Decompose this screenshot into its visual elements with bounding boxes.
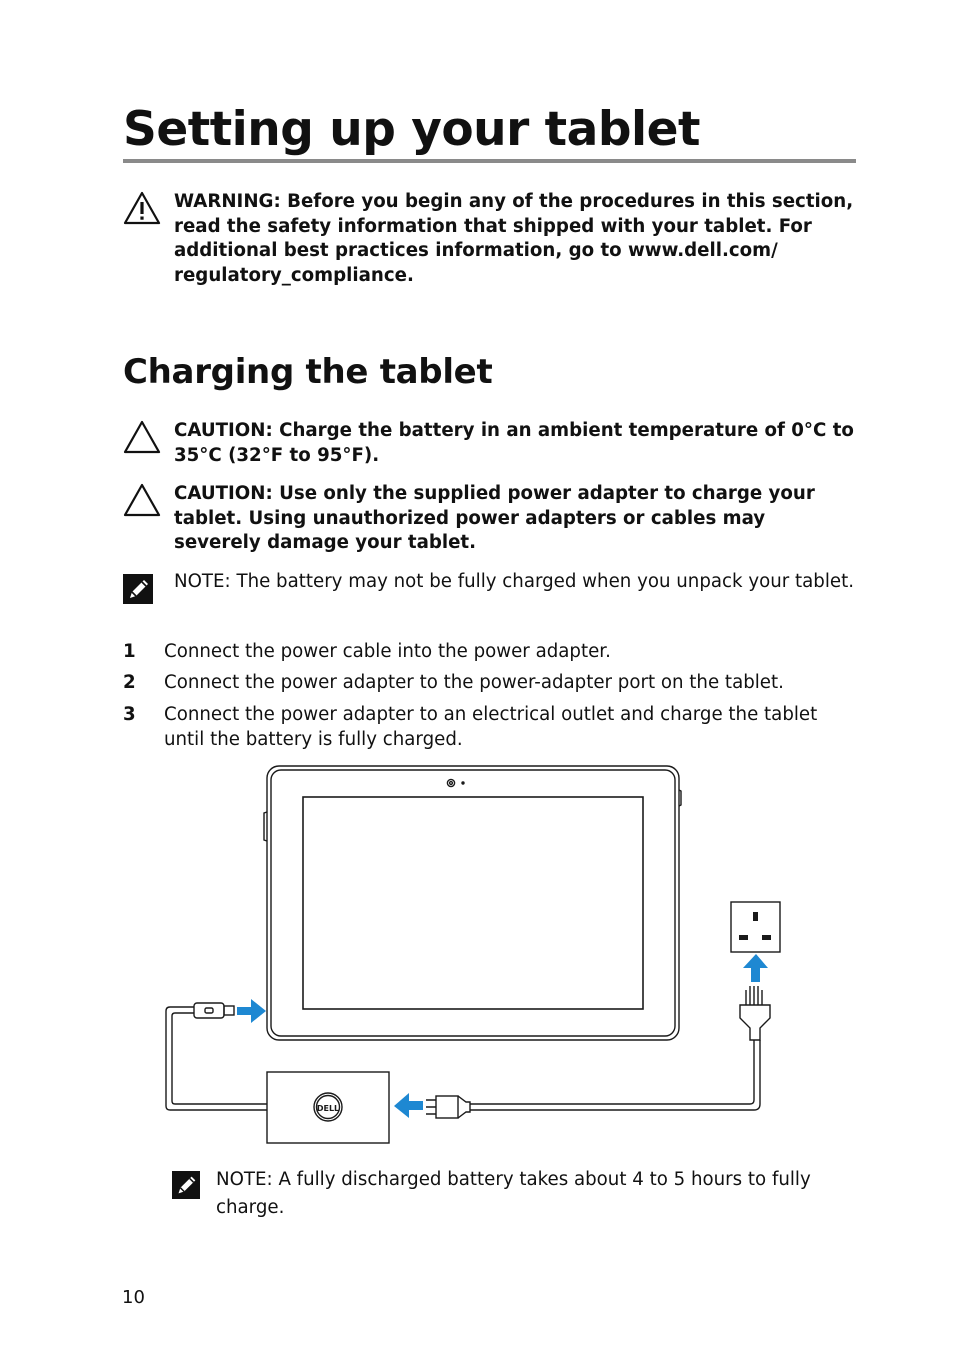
page-title: Setting up your tablet [123, 102, 700, 157]
caution-label: CAUTION: [174, 420, 273, 441]
note-label: NOTE: [216, 1169, 273, 1190]
ac-connector-icon [426, 1096, 470, 1118]
caution-text [174, 482, 854, 556]
note-label: NOTE: [174, 571, 231, 592]
warning-body: Before you begin any of the procedures in this section, read the safety information that shipped with your tablet. For additional best practices information, go to www.dell.com/ regulatory_compliance. [174, 191, 854, 286]
note-body: The battery may not be fully charged when you unpack your tablet. [236, 571, 854, 592]
step-number: 3 [123, 704, 136, 725]
power-cable-plug-icon [740, 986, 770, 1040]
step-text: Connect the power cable into the power adapter. [164, 641, 611, 662]
power-adapter-icon [267, 1072, 389, 1143]
warning-text [174, 190, 854, 288]
tablet-icon [264, 766, 681, 1040]
note-pencil-icon [123, 574, 153, 608]
caution-body: Charge the battery in an ambient temperature of 0°C to 35°C (32°F to 95°F). [174, 420, 854, 466]
arrow-up-icon [743, 954, 768, 982]
note-pencil-icon [172, 1171, 200, 1203]
step-number: 1 [123, 641, 136, 662]
warning-icon [123, 190, 161, 230]
caution-text [174, 419, 854, 468]
step-number: 2 [123, 672, 136, 693]
note-text [216, 1166, 846, 1222]
step-text: Connect the power adapter to an electrical outlet and charge the tablet until the battery is fully charged. [164, 704, 818, 750]
adapter-logo: DELL [316, 1104, 340, 1113]
note-body: A fully discharged battery takes about 4 to 5 hours to fully charge. [216, 1169, 811, 1218]
caution-icon [123, 419, 161, 459]
caution-body: Use only the supplied power adapter to charge your tablet. Using unauthorized power adapters or cables may severely damage your tablet. [174, 483, 815, 554]
wall-outlet-icon [731, 902, 780, 952]
step-text: Connect the power adapter to the power-adapter port on the tablet. [164, 672, 784, 693]
usb-c-plug-icon [194, 1003, 234, 1018]
caution-icon [123, 482, 161, 522]
caution-label: CAUTION: [174, 483, 273, 504]
section-title: Charging the tablet [123, 352, 493, 392]
title-rule [123, 159, 856, 163]
arrow-right-icon [237, 999, 266, 1023]
note-text [174, 570, 854, 595]
warning-label: WARNING: [174, 191, 281, 212]
arrow-left-icon [394, 1093, 423, 1118]
page-number: 10 [122, 1287, 145, 1308]
